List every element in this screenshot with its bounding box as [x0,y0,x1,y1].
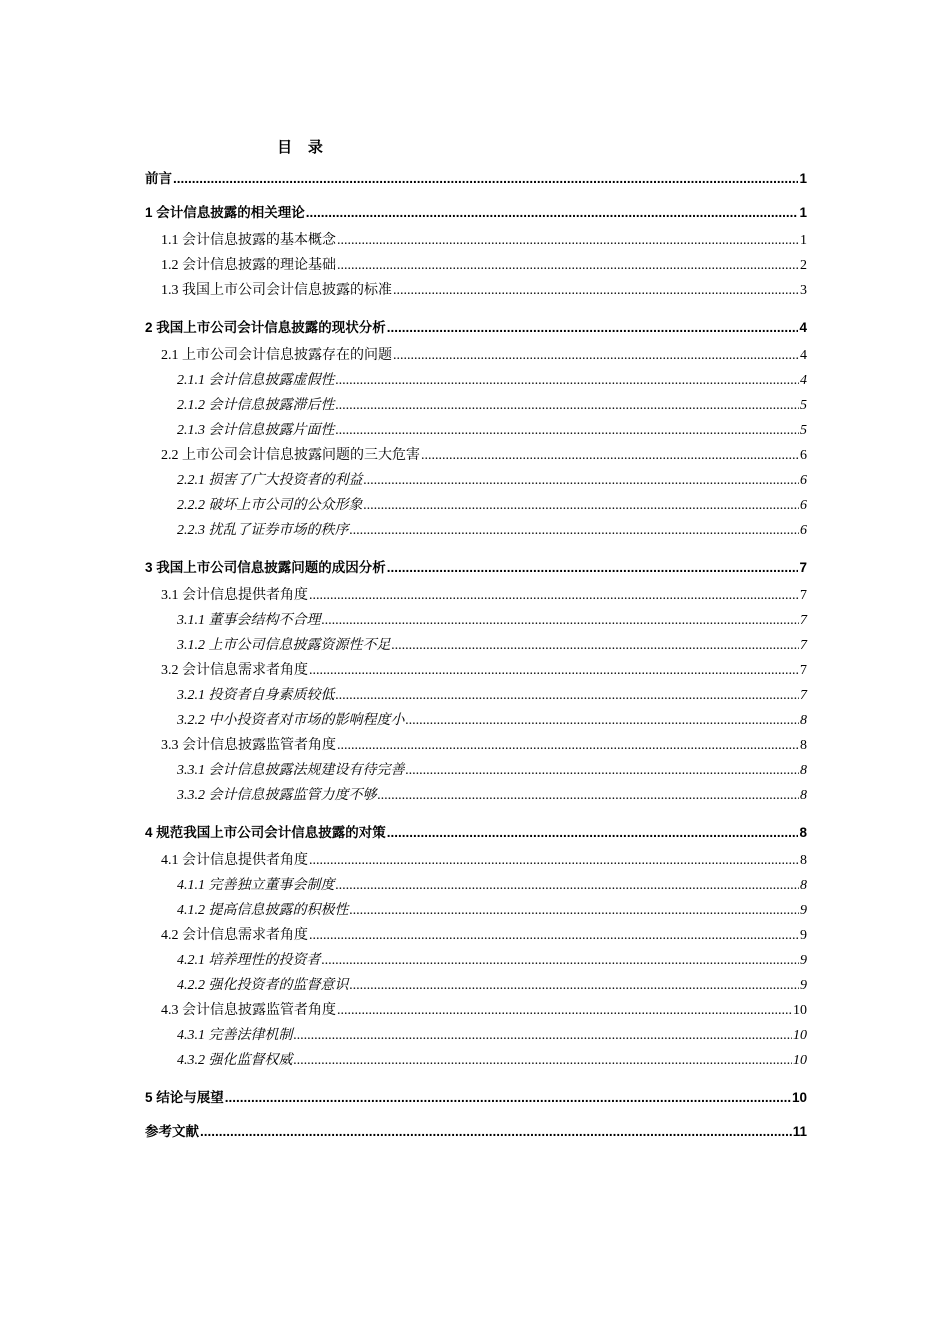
toc-entry-page-number: 6 [800,522,807,538]
toc-entry[interactable] [145,204,807,222]
toc-entry-text: 1.3 我国上市公司会计信息披露的标准 [161,282,392,298]
toc-entry[interactable] [145,998,807,1023]
toc-entry[interactable] [145,368,807,393]
toc-entry[interactable] [145,783,807,808]
toc-entry[interactable] [145,898,807,923]
toc-entry-text: 前言 [145,171,172,186]
toc-entry[interactable] [145,973,807,998]
toc-dot-leader [337,232,799,250]
toc-dot-leader [406,712,800,730]
toc-entry-text: 4.3.1 完善法律机制 [177,1027,293,1043]
toc-entry-page-number: 7 [800,637,807,653]
toc-entry-text: 3.2 会计信息需求者角度 [161,662,308,678]
toc-entry-text: 4.2 会计信息需求者角度 [161,927,308,943]
toc-entry[interactable] [145,228,807,253]
toc-entry[interactable] [145,658,807,683]
toc-entry[interactable] [145,948,807,973]
toc-entry[interactable] [145,848,807,873]
toc-dot-leader [200,1123,792,1141]
toc-entry-page-number: 7 [800,662,807,678]
toc-dot-leader [294,1027,793,1045]
toc-dot-leader [393,347,799,365]
toc-dot-leader [350,977,800,995]
toc-entry-page-number: 8 [800,877,807,893]
toc-entry[interactable] [145,608,807,633]
toc-entry-text: 2.1.3 会计信息披露片面性 [177,422,335,438]
toc-dot-leader [309,927,799,945]
toc-dot-leader [336,877,800,895]
toc-entry-text: 3.2.1 投资者自身素质较低 [177,687,335,703]
toc-title: 目 录 [277,140,329,156]
toc-dot-leader [364,497,800,515]
toc-dot-leader [393,282,799,300]
toc-entry[interactable] [145,1048,807,1073]
toc-entry-text: 3.3.1 会计信息披露法规建设有待完善 [177,762,405,778]
toc-entry-page-number: 1 [800,232,807,248]
toc-entry-page-number: 3 [800,282,807,298]
toc-entry-text: 3.1.1 董事会结构不合理 [177,612,321,628]
toc-dot-leader [322,952,800,970]
toc-entry-page-number: 6 [800,447,807,463]
toc-entry-text: 4.1 会计信息提供者角度 [161,852,308,868]
toc-dot-leader [387,824,799,842]
toc-entry[interactable] [145,443,807,468]
toc-dot-leader [392,637,800,655]
toc-dot-leader [336,422,800,440]
toc-entry-text: 1.2 会计信息披露的理论基础 [161,257,336,273]
toc-dot-leader [225,1089,791,1107]
toc-entry-page-number: 1 [799,205,807,220]
toc-dot-leader [364,472,800,490]
toc-entry[interactable] [145,343,807,368]
toc-dot-leader [387,559,799,577]
toc-entry[interactable] [145,824,807,842]
toc-entry-text: 1 会计信息披露的相关理论 [145,205,305,220]
toc-entry-page-number: 10 [793,1052,807,1068]
toc-entry-page-number: 7 [799,560,807,575]
toc-entry[interactable] [145,319,807,337]
toc-entry[interactable] [145,468,807,493]
toc-dot-leader [336,372,800,390]
toc-entry-text: 4.2.1 培养理性的投资者 [177,952,321,968]
toc-dot-leader [421,447,799,465]
toc-dot-leader [294,1052,793,1070]
toc-entry[interactable] [145,170,807,188]
toc-entry-text: 4.1.2 提高信息披露的积极性 [177,902,349,918]
toc-dot-leader [336,397,800,415]
toc-entry[interactable] [145,758,807,783]
toc-entry-page-number: 5 [800,397,807,413]
toc-dot-leader [350,902,800,920]
toc-entry[interactable] [145,393,807,418]
toc-entry[interactable] [145,1023,807,1048]
toc-entry-text: 2 我国上市公司会计信息披露的现状分析 [145,320,386,335]
toc-entry-text: 4.1.1 完善独立董事会制度 [177,877,335,893]
toc-entry-page-number: 5 [800,422,807,438]
toc-dot-leader [337,257,799,275]
toc-entry-page-number: 9 [800,927,807,943]
toc-entry[interactable] [145,1089,807,1107]
toc-entry[interactable] [145,683,807,708]
toc-dot-leader [306,204,799,222]
toc-dot-leader [309,852,799,870]
toc-entry-text: 4.2.2 强化投资者的监督意识 [177,977,349,993]
toc-entry-page-number: 6 [800,497,807,513]
toc-dot-leader [336,687,800,705]
toc-entry-page-number: 9 [800,902,807,918]
toc-entry-page-number: 4 [800,347,807,363]
toc-dot-leader [406,762,800,780]
toc-dot-leader [350,522,800,540]
toc-entry-text: 4.3 会计信息披露监管者角度 [161,1002,336,1018]
toc-entry[interactable] [145,923,807,948]
toc-entry[interactable] [145,1123,807,1141]
table-of-contents [145,170,807,1147]
toc-entry-page-number: 8 [800,712,807,728]
toc-entry[interactable] [145,559,807,577]
toc-entry[interactable] [145,493,807,518]
toc-entry[interactable] [145,418,807,443]
toc-entry-text: 2.1.1 会计信息披露虚假性 [177,372,335,388]
toc-entry-text: 2.2 上市公司会计信息披露问题的三大危害 [161,447,420,463]
toc-entry[interactable] [145,518,807,543]
toc-entry-page-number: 7 [800,687,807,703]
toc-entry-page-number: 7 [800,587,807,603]
toc-entry[interactable] [145,278,807,303]
toc-entry-page-number: 6 [800,472,807,488]
toc-entry[interactable] [145,583,807,608]
toc-dot-leader [378,787,800,805]
toc-entry-text: 3.3 会计信息披露监管者角度 [161,737,336,753]
toc-entry-text: 5 结论与展望 [145,1090,224,1105]
toc-entry-page-number: 7 [800,612,807,628]
toc-entry-page-number: 2 [800,257,807,273]
toc-entry-text: 3.1.2 上市公司信息披露资源性不足 [177,637,391,653]
toc-entry-text: 3.2.2 中小投资者对市场的影响程度小 [177,712,405,728]
toc-entry-text: 3 我国上市公司信息披露问题的成因分析 [145,560,386,575]
toc-entry[interactable] [145,873,807,898]
toc-dot-leader [322,612,800,630]
toc-entry-page-number: 4 [799,320,807,335]
toc-entry-page-number: 11 [792,1124,807,1139]
toc-entry-page-number: 10 [793,1027,807,1043]
toc-entry-page-number: 10 [791,1090,807,1105]
toc-entry-text: 2.1 上市公司会计信息披露存在的问题 [161,347,392,363]
toc-entry-text: 2.2.3 扰乱了证券市场的秩序 [177,522,349,538]
toc-dot-leader [309,587,799,605]
toc-dot-leader [173,170,798,188]
toc-entry-page-number: 8 [799,825,807,840]
toc-entry-page-number: 8 [800,852,807,868]
toc-entry-text: 3.3.2 会计信息披露监管力度不够 [177,787,377,803]
toc-entry-text: 2.1.2 会计信息披露滞后性 [177,397,335,413]
toc-entry-text: 参考文献 [145,1124,199,1139]
toc-entry-page-number: 9 [800,952,807,968]
toc-entry-text: 1.1 会计信息披露的基本概念 [161,232,336,248]
toc-entry-page-number: 9 [800,977,807,993]
toc-entry[interactable] [145,253,807,278]
toc-entry[interactable] [145,733,807,758]
toc-entry-page-number: 10 [793,1002,807,1018]
toc-dot-leader [387,319,799,337]
toc-dot-leader [309,662,799,680]
toc-entry-text: 2.2.2 破坏上市公司的公众形象 [177,497,363,513]
toc-entry-text: 4.3.2 强化监督权威 [177,1052,293,1068]
toc-entry-page-number: 1 [799,171,807,186]
toc-entry[interactable] [145,633,807,658]
toc-entry-page-number: 8 [800,737,807,753]
toc-dot-leader [337,737,799,755]
toc-dot-leader [337,1002,792,1020]
toc-entry-page-number: 8 [800,787,807,803]
toc-entry-text: 2.2.1 损害了广大投资者的利益 [177,472,363,488]
toc-entry-page-number: 8 [800,762,807,778]
toc-entry[interactable] [145,708,807,733]
toc-entry-page-number: 4 [800,372,807,388]
toc-entry-text: 3.1 会计信息提供者角度 [161,587,308,603]
toc-entry-text: 4 规范我国上市公司会计信息披露的对策 [145,825,386,840]
